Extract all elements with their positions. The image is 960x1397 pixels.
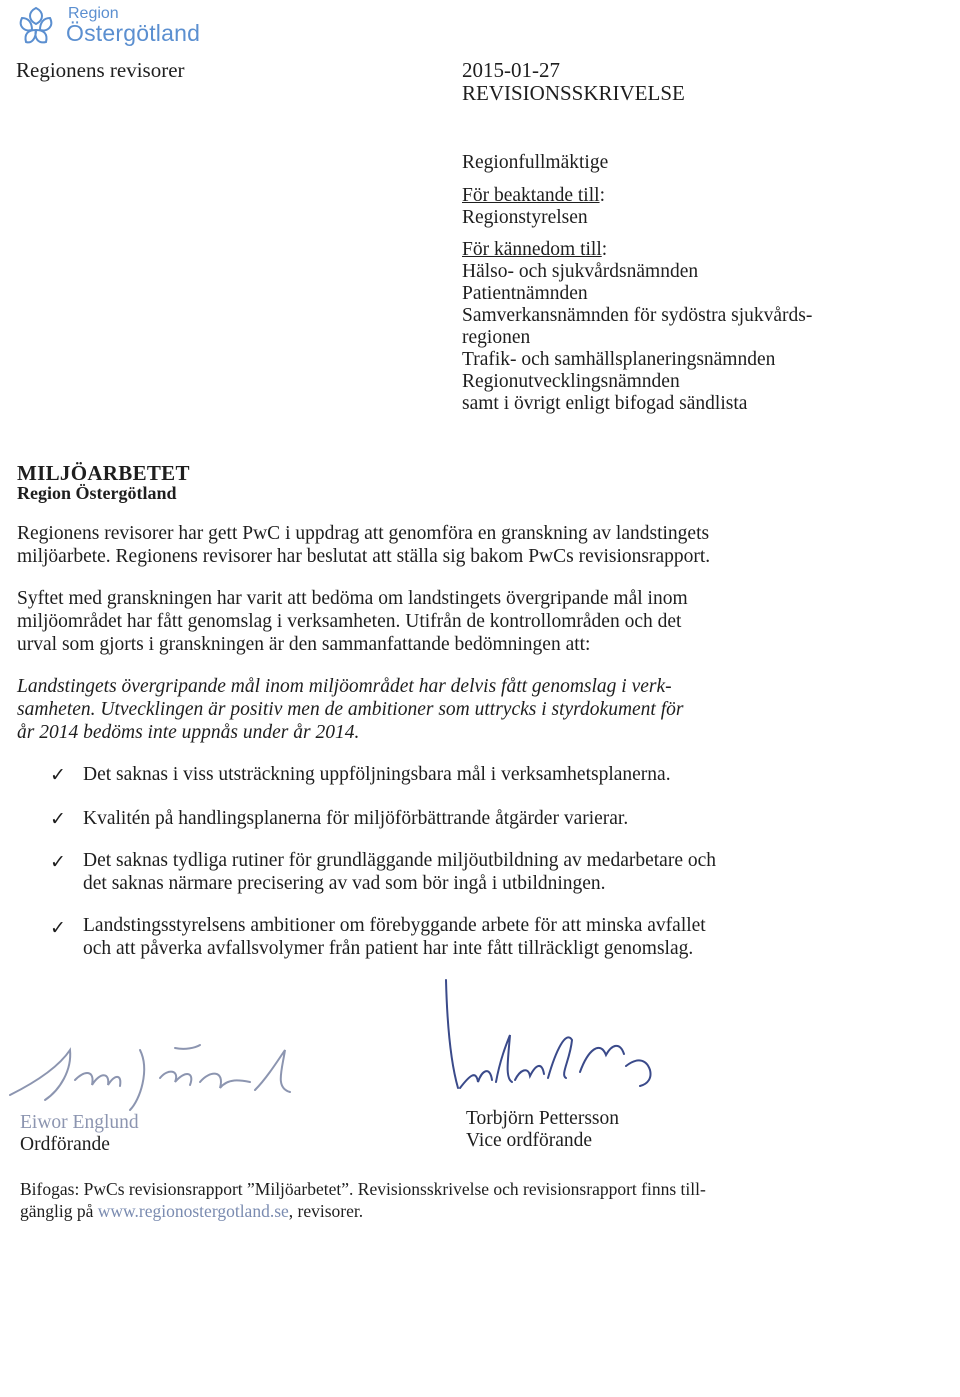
assessment-line: samheten. Utvecklingen är positiv men de ambitioner som uttrycks i styrdokument för xyxy=(17,699,684,720)
document-type: REVISIONSSKRIVELSE xyxy=(462,81,685,105)
document-subtitle: Region Östergötland xyxy=(17,483,177,503)
finding-item: Landstingsstyrelsens ambitioner om förebyggande arbete för att minska avfallet xyxy=(83,915,706,936)
finding-item: Det saknas tydliga rutiner för grundläggande miljöutbildning av medarbetare och xyxy=(83,850,717,871)
document-title: MILJÖARBETET xyxy=(17,461,190,485)
checkmark-icon: ✓ xyxy=(50,918,66,939)
signatory-name: Torbjörn Pettersson xyxy=(466,1108,619,1129)
paragraph-line: Syftet med granskningen har varit att bedöma om landstingets övergripande mål inom xyxy=(17,588,688,609)
checkmark-icon: ✓ xyxy=(50,852,66,873)
info-recipient: Trafik- och samhällsplaneringsnämnden xyxy=(462,349,776,370)
signatory-role: Ordförande xyxy=(20,1134,110,1155)
info-recipient: Patientnämnden xyxy=(462,283,588,304)
info-label: För kännedom till: xyxy=(462,239,608,260)
finding-item-continued: det saknas närmare precisering av vad som bör ingå i utbildningen. xyxy=(83,873,606,894)
checkmark-icon: ✓ xyxy=(50,809,66,830)
info-recipient: Samverkansnämnden för sydöstra sjukvårds- xyxy=(462,305,813,326)
finding-item-continued: och att påverka avfallsvolymer från patient har inte fått tillräckligt genomslag. xyxy=(83,938,694,959)
consider-label: För beaktande till: xyxy=(462,185,605,206)
finding-item: Kvalitén på handlingsplanerna för miljöförbättrande åtgärder varierar. xyxy=(83,808,629,829)
website-link[interactable]: www.regionostergotland.se xyxy=(97,1201,289,1221)
logo-text-region: Region xyxy=(68,5,119,22)
info-recipient: regionen xyxy=(462,327,531,348)
attachment-note-line2: gänglig på www.regionostergotland.se, revisorer. xyxy=(20,1201,364,1221)
logo-text-ostergotland: Östergötland xyxy=(66,20,201,46)
checkmark-icon: ✓ xyxy=(50,765,66,786)
paragraph-line: miljöarbete. Regionens revisorer har beslutat att ställa sig bakom PwCs revisionsrapport. xyxy=(17,546,711,567)
paragraph-line: Regionens revisorer har gett PwC i uppdrag att genomföra en granskning av landstingets xyxy=(17,523,710,544)
paragraph-line: miljöområdet har fått genomslag i verksamheten. Utifrån de kontrollområden och det xyxy=(17,611,682,632)
consider-recipient: Regionstyrelsen xyxy=(462,207,588,228)
paragraph-line: urval som gjorts i granskningen är den sammanfattande bedömningen att: xyxy=(17,634,591,655)
info-recipient: Regionutvecklingsnämnden xyxy=(462,371,680,392)
info-recipient: samt i övrigt enligt bifogad sändlista xyxy=(462,393,748,414)
recipient-main: Regionfullmäktige xyxy=(462,152,609,173)
sender: Regionens revisorer xyxy=(16,58,185,82)
signatory-role: Vice ordförande xyxy=(466,1130,593,1151)
info-recipient: Hälso- och sjukvårdsnämnden xyxy=(462,261,699,282)
attachment-note xyxy=(20,1178,820,1222)
signatory-name: Eiwor Englund xyxy=(20,1112,139,1133)
attachment-note-line1: Bifogas: PwCs revisionsrapport ”Miljöarbetet”. Revisionsskrivelse och revisionsrapport finns till- xyxy=(20,1179,706,1199)
assessment-line: år 2014 bedöms inte uppnås under år 2014. xyxy=(17,722,360,743)
assessment-line: Landstingets övergripande mål inom miljöområdet har delvis fått genomslag i verk- xyxy=(17,676,672,697)
finding-item: Det saknas i viss utsträckning uppföljningsbara mål i verksamhetsplanerna. xyxy=(83,764,671,785)
document-date: 2015-01-27 xyxy=(462,58,560,82)
